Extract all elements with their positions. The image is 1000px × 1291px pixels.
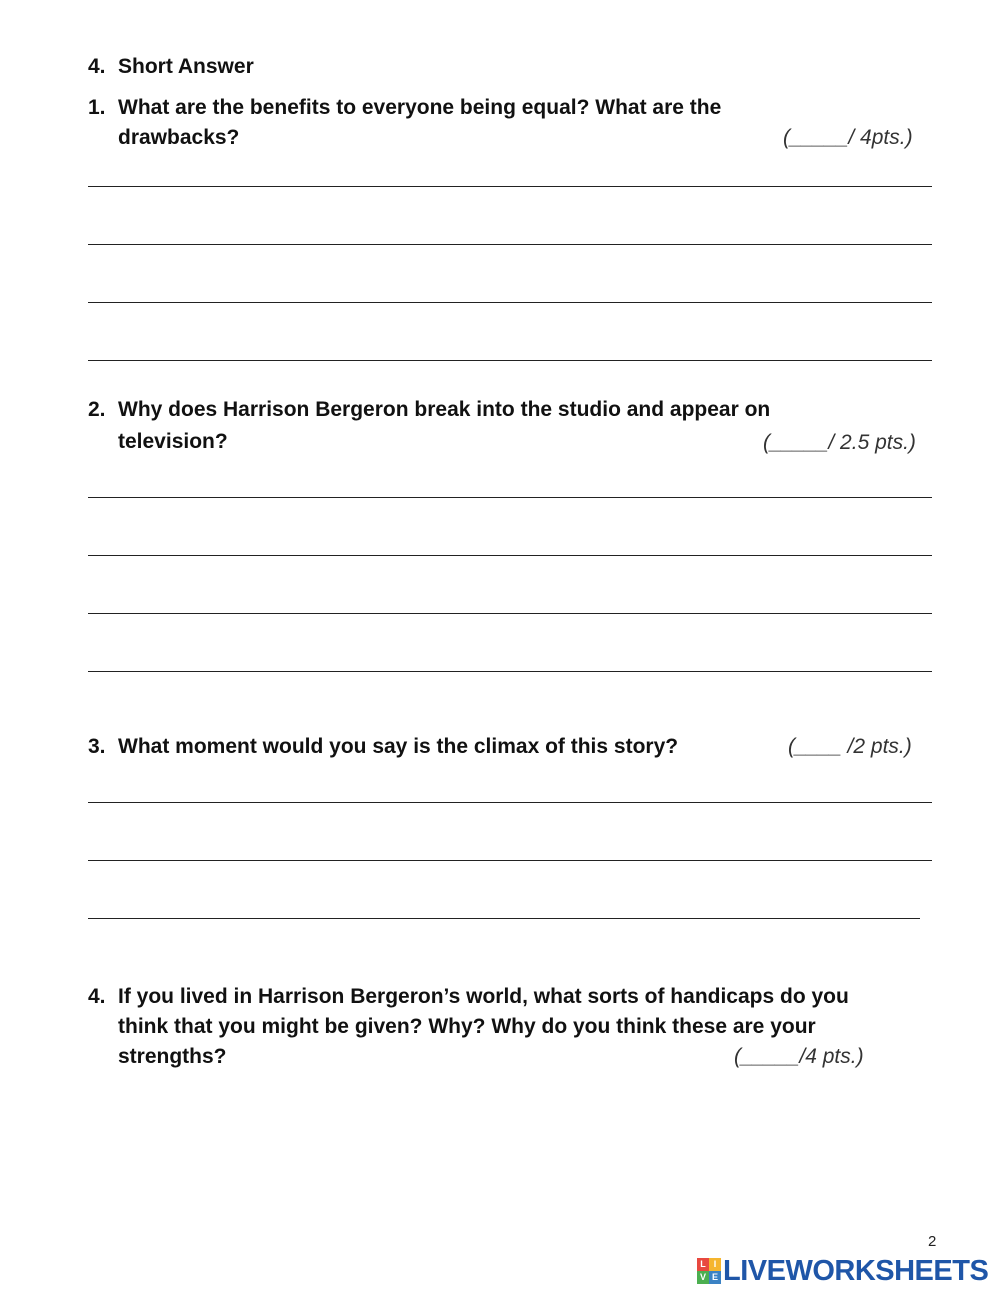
question-text-line: television? [118,430,228,453]
question-text-line: What moment would you say is the climax of this story? [118,735,679,758]
liveworksheets-logo[interactable] [697,1255,988,1287]
liveworksheets-logo-icon: L I V E [697,1258,721,1284]
question-text-line: think that you might be given? Why? Why do you think these are your [118,1015,816,1038]
section-title: Short Answer [118,55,254,78]
page-number: 2 [928,1233,937,1250]
points-label: (_____/ 4pts.) [783,126,913,149]
answer-line[interactable] [88,613,932,614]
answer-line[interactable] [88,555,932,556]
question-number: 2. [88,398,106,421]
question-text-line: drawbacks? [118,126,240,149]
points-label: (_____/ 2.5 pts.) [763,431,916,454]
question-text-line: If you lived in Harrison Bergeron’s world, what sorts of handicaps do you [118,985,849,1008]
section-number: 4. [88,55,106,78]
answer-line[interactable] [88,360,932,361]
points-label: (_____/4 pts.) [734,1045,864,1068]
answer-line[interactable] [88,918,920,919]
answer-line[interactable] [88,302,932,303]
question-text-line: strengths? [118,1045,227,1068]
question-number: 4. [88,985,106,1008]
answer-line[interactable] [88,860,932,861]
answer-line[interactable] [88,802,932,803]
question-text-line: What are the benefits to everyone being equal? What are the [118,96,722,119]
answer-line[interactable] [88,244,932,245]
answer-line[interactable] [88,497,932,498]
question-number: 1. [88,96,106,119]
question-number: 3. [88,735,106,758]
question-text-line: Why does Harrison Bergeron break into the studio and appear on [118,398,771,421]
points-label: (____ /2 pts.) [788,735,912,758]
answer-line[interactable] [88,671,932,672]
answer-line[interactable] [88,186,932,187]
brand-name: LIVEWORKSHEETS [723,1254,989,1287]
